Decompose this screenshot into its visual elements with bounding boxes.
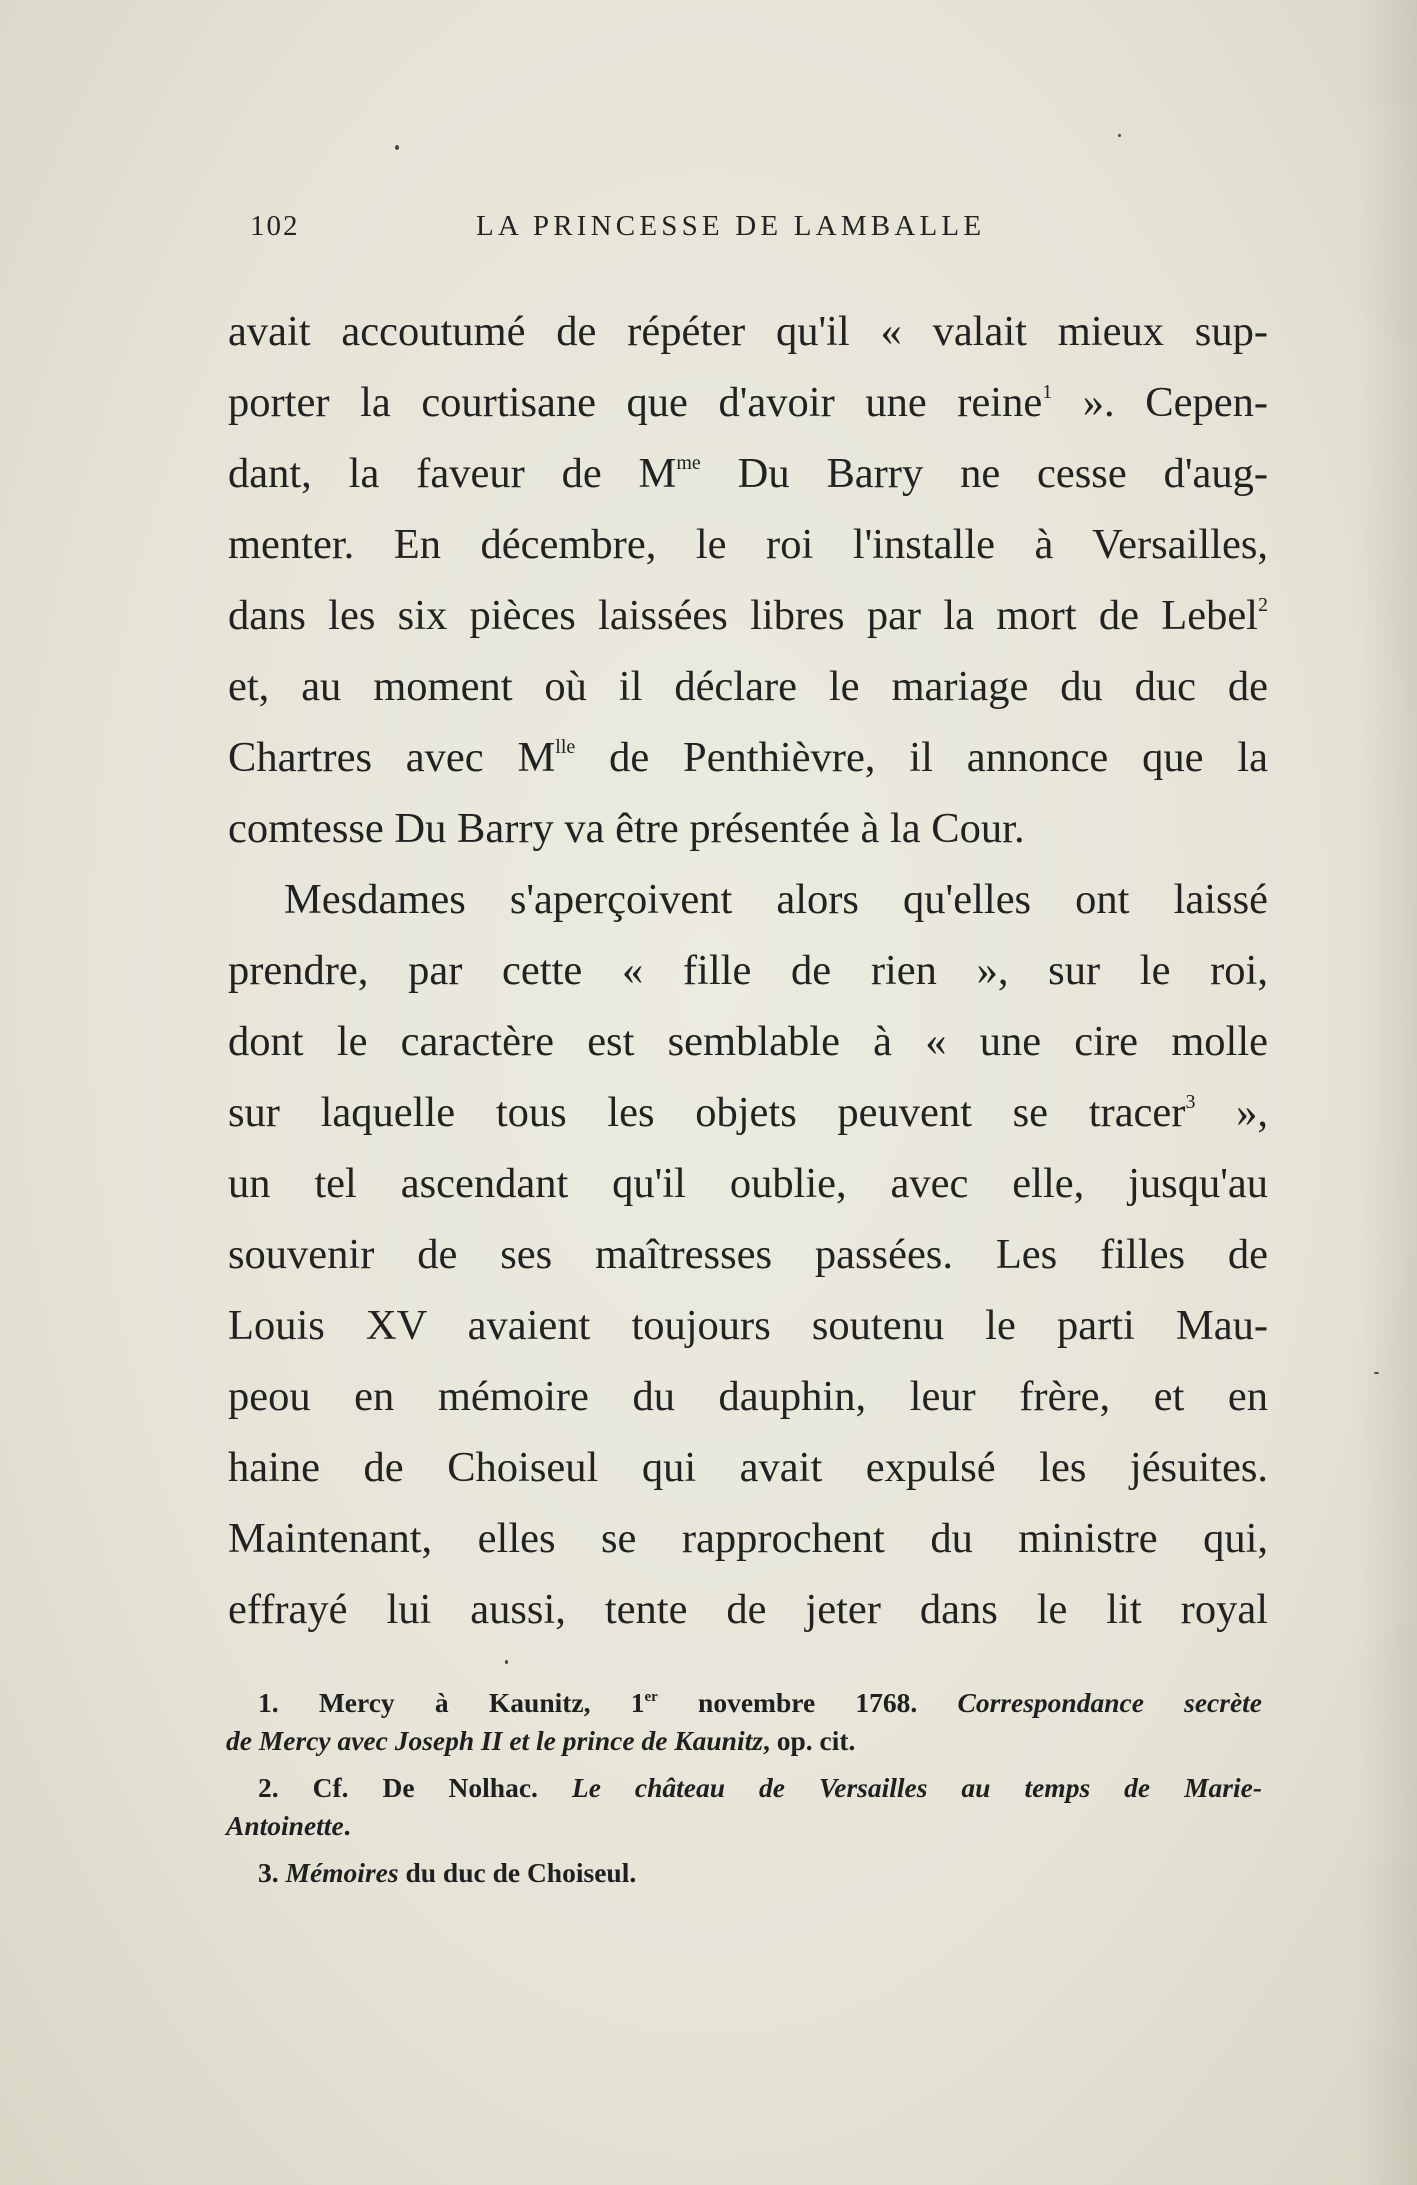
text-line: Louis XV avaient toujours soutenu le parti Mau- — [228, 1302, 1268, 1349]
footnote-ref: 2 — [1258, 594, 1268, 616]
body-text — [228, 296, 1268, 1645]
text-line: peou en mémoire du dauphin, leur frère, et en — [228, 1373, 1268, 1420]
footnotes — [226, 1684, 1262, 1901]
text-line: un tel ascendant qu'il oublie, avec elle, jusqu'au — [228, 1160, 1268, 1207]
page-number: 102 — [250, 210, 300, 242]
superscript-abbrev: me — [676, 452, 701, 474]
paper-speck — [505, 1660, 508, 1664]
footnote-1: 1. Mercy à Kaunitz, 1er novembre 1768. Correspondance secrète de Mercy avec Joseph II et le prince de Kaunitz, op. cit. — [226, 1687, 1262, 1756]
page-edge-shadow — [1357, 0, 1417, 2185]
text-line: dant, la faveur de $M^{me}$ Du Barry ne cesse d'aug- — [228, 450, 1268, 497]
text-line: effrayé lui aussi, tente de jeter dans le lit royal — [228, 1586, 1268, 1633]
text-line: Maintenant, elles se rapprochent du ministre qui, — [228, 1515, 1268, 1562]
running-header — [250, 210, 1110, 250]
text-line: sur laquelle tous les objets peuvent se tracer$^3$ », — [228, 1089, 1268, 1136]
paper-speck — [1374, 1372, 1379, 1374]
footnote-2: 2. Cf. De Nolhac. Le château de Versailles au temps de Marie- Antoinette. — [226, 1772, 1262, 1841]
paper-speck — [1118, 134, 1121, 137]
running-title: LA PRINCESSE DE LAMBALLE — [476, 210, 986, 242]
text-line: et, au moment où il déclare le mariage du duc de — [228, 663, 1268, 710]
text-line: dont le caractère est semblable à « une cire molle — [228, 1018, 1268, 1065]
text-line: comtesse Du Barry va être présentée à la Cour. — [228, 805, 1025, 852]
footnote-ref: 3 — [1185, 1091, 1196, 1113]
text-line: menter. En décembre, le roi l'installe à Versailles, — [228, 521, 1268, 568]
paper-speck — [395, 145, 399, 150]
footnote-3: 3. Mémoires du duc de Choiseul. — [258, 1857, 637, 1888]
text-line: Chartres avec $M^{lle}$ de Penthièvre, il annonce que la — [228, 734, 1268, 781]
text-line: avait accoutumé de répéter qu'il « valait mieux sup- — [228, 308, 1268, 355]
text-line: prendre, par cette « fille de rien », sur le roi, — [228, 947, 1268, 994]
text-line: souvenir de ses maîtresses passées. Les filles de — [228, 1231, 1268, 1278]
text-line: porter la courtisane que d'avoir une reine$^1$ ». Cepen- — [228, 379, 1268, 426]
footnote-ref: 1 — [1042, 381, 1053, 403]
text-line: Mesdames s'aperçoivent alors qu'elles ont laissé — [284, 876, 1268, 923]
superscript-abbrev: lle — [555, 736, 576, 758]
text-line: dans les six pièces laissées libres par la mort de Lebel$^2$ — [228, 592, 1268, 639]
text-line: haine de Choiseul qui avait expulsé les jésuites. — [228, 1444, 1268, 1491]
